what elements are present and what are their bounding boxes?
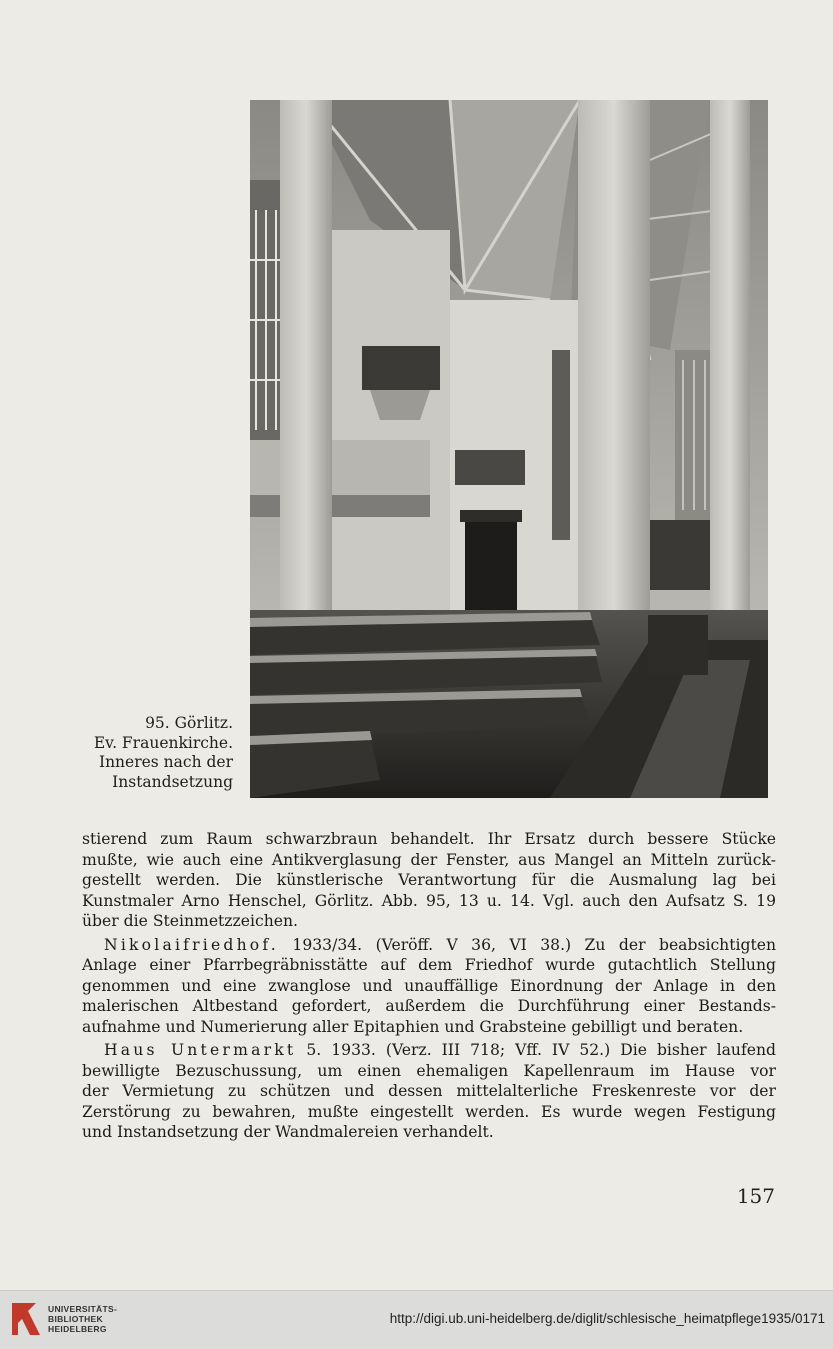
text-line: über die Steinmetzzeichen. [82,912,298,930]
caption-line: 95. Görlitz. [145,714,233,732]
body-text [82,829,776,1143]
text-line [82,1040,776,1061]
section-heading: Nikolaifriedhof. [104,935,279,954]
library-logo-icon[interactable] [8,1299,44,1339]
section-heading: Haus Untermarkt [104,1041,297,1059]
paragraph-haus-untermarkt [82,1040,776,1143]
text-line: und Instandsetzung der Wandmalereien verhandelt. [82,1123,494,1141]
library-name [48,1304,117,1334]
text-line: gestellt werden. Die künstlerische Verantwortung für die Ausmalung lag bei [82,871,776,889]
paragraph-frauenkirche [82,829,776,932]
text-line: Anlage einer Pfarrbegräbnisstätte auf dem Friedhof wurde gutachtlich Stellung [82,956,776,974]
text-line: Kunstmaler Arno Henschel, Görlitz. Abb. 95, 13 u. 14. Vgl. auch den Aufsatz S. 19 [82,891,776,910]
text-line: Zerstörung zu bewahren, mußte eingestellt werden. Es wurde wegen Festigung [82,1102,776,1121]
text-line: bewilligte Bezuschussung, um einen ehemaligen Kapellenraum im Hause vor [82,1061,776,1080]
library-name-line: UNIVERSITÄTS- [48,1304,118,1314]
permalink-url[interactable]: http://digi.ub.uni-heidelberg.de/diglit/schlesische_heimatpflege1935/0171 [389,1311,825,1326]
caption-line: Instandsetzung [112,772,233,791]
viewer-footer [0,1290,833,1349]
library-name-line: BIBLIOTHEK [48,1314,103,1324]
figure-caption [63,714,233,792]
text-line: stierend zum Raum schwarzbraun behandelt. Ihr Ersatz durch bessere Stücke [82,830,776,848]
page-number: 157 [736,1184,775,1208]
library-name-line: HEIDELBERG [48,1324,107,1334]
church-interior-illustration [250,100,768,798]
text-fragment: 1933/34. (Veröff. V 36, VI 38.) Zu der beabsichtigten [278,935,776,954]
text-line: aufnahme und Numerierung aller Epitaphien und Grabsteine gebilligt und beraten. [82,1017,744,1036]
text-line [82,935,776,956]
text-line: mußte, wie auch eine Antikverglasung der Fenster, aus Mangel an Mitteln zurück- [82,850,776,869]
caption-line: Inneres nach der [98,753,233,771]
text-fragment: 5. 1933. (Verz. III 718; Vff. IV 52.) Die bisher laufend [296,1041,776,1059]
text-line: der Vermietung zu schützen und dessen mittelalterliche Freskenreste vor der [82,1082,776,1100]
caption-line: Ev. Frauenkirche. [93,733,233,752]
text-line: genommen und eine zwanglose und unauffällige Einordnung der Anlage in den [82,976,776,995]
paragraph-nikolaifriedhof [82,935,776,1038]
text-line: malerischen Altbestand gefordert, außerdem die Durchführung einer Bestands- [82,997,776,1015]
church-interior-photo [250,100,768,798]
